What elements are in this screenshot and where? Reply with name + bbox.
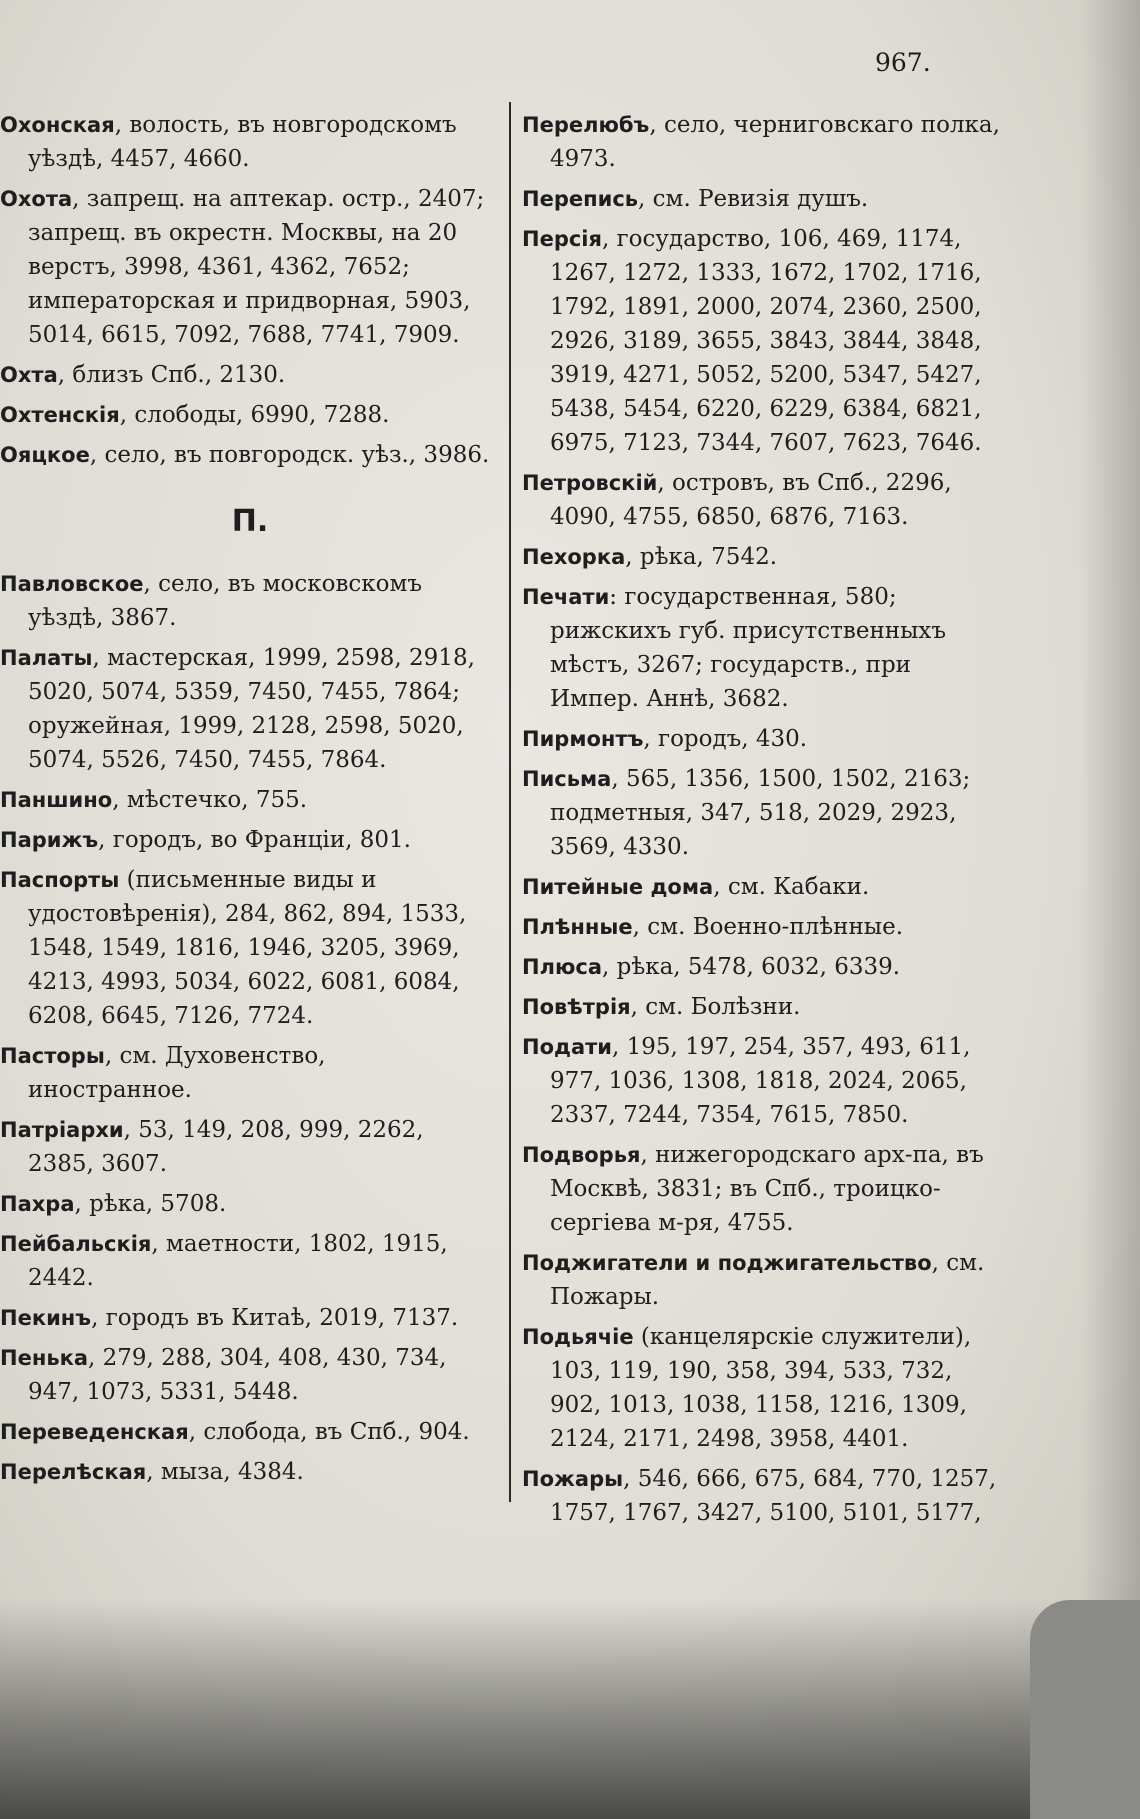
column-divider — [509, 102, 511, 1502]
entry-headword: Пехорка — [522, 545, 626, 569]
entry-text: , городъ, 430. — [643, 726, 808, 752]
entry-headword: Плѣнные — [522, 915, 633, 939]
entry-headword: Пожары — [522, 1467, 624, 1491]
index-entry — [522, 1246, 1002, 1314]
entry-headword: Пасторы — [0, 1044, 105, 1068]
entry-headword: Поджигатели и поджигательство — [522, 1251, 932, 1275]
index-entry — [522, 910, 1002, 944]
entry-headword: Пейбальскія — [0, 1232, 152, 1256]
entry-text: , 279, 288, 304, 408, 430, 734, 947, 1073, 5331, 5448. — [28, 1345, 447, 1405]
index-entry — [0, 823, 500, 857]
entry-text: , см. Болѣзни. — [630, 994, 801, 1020]
entry-text: , маетности, 1802, 1915, 2442. — [28, 1231, 448, 1291]
left-column — [0, 108, 500, 1495]
page-edge-shadow — [1080, 0, 1140, 1819]
index-entry — [0, 1187, 500, 1221]
entry-headword: Повѣтрія — [522, 995, 631, 1019]
entry-headword: Питейные дома — [522, 875, 714, 899]
entry-headword: Перепись — [522, 187, 639, 211]
entry-headword: Палаты — [0, 646, 93, 670]
index-entry — [0, 358, 500, 392]
index-entry — [522, 580, 1002, 716]
entry-text: , мѣстечко, 755. — [112, 787, 308, 813]
entry-headword: Плюса — [522, 955, 602, 979]
entry-text: , рѣка, 5708. — [74, 1191, 227, 1217]
entry-headword: Подати — [522, 1035, 613, 1059]
entry-headword: Ояцкое — [0, 443, 90, 467]
entry-headword: Охтенскія — [0, 403, 120, 427]
index-entry — [522, 1462, 1002, 1530]
section-heading: П. — [231, 504, 269, 539]
index-entry — [522, 540, 1002, 574]
entry-headword: Паншино — [0, 788, 113, 812]
entry-text: , см. Пожары. — [550, 1250, 985, 1310]
index-entry — [522, 1320, 1002, 1456]
entry-text: , село, въ повгородск. уѣз., 3986. — [89, 442, 490, 468]
entry-text: , мастерская, 1999, 2598, 2918, 5020, 5074, 5359, 7450, 7455, 7864; оружейная, 1999, 2128, 2598, 5020, 5074, 5526, 7450, 7455, 7864. — [28, 645, 475, 773]
entry-text: , нижегородскаго арх-па, въ Москвѣ, 3831; въ Спб., троицко-сергіева м-ря, 4755. — [550, 1142, 984, 1236]
entry-text: , городъ, во Франціи, 801. — [98, 827, 411, 853]
entry-text: (канцелярскіе служители), 103, 119, 190, 358, 394, 533, 732, 902, 1013, 1038, 1158, 1216, 1309, 2124, 2171, 2498, 3958, 4401. — [550, 1324, 972, 1452]
entry-headword: Переведенская — [0, 1420, 189, 1444]
entry-headword: Подьячіе — [522, 1325, 634, 1349]
entry-text: , см. Кабаки. — [713, 874, 870, 900]
entry-text: , островъ, въ Спб., 2296, 4090, 4755, 6850, 6876, 7163. — [550, 470, 952, 530]
index-entry — [0, 1113, 500, 1181]
entry-text: , городъ въ Китаѣ, 2019, 7137. — [91, 1305, 459, 1331]
entry-text: , рѣка, 7542. — [625, 544, 778, 570]
index-entry — [522, 1138, 1002, 1240]
index-entry — [522, 182, 1002, 216]
index-entry — [0, 1455, 500, 1489]
entry-headword: Охота — [0, 187, 73, 211]
entry-text: , запрещ. на аптекар. остр., 2407; запрещ. въ окрестн. Москвы, на 20 верстъ, 3998, 4361, 4362, 7652; императорская и придворная, 5903, 5014, 6615, 7092, 7688, 7741, 7909. — [28, 186, 485, 348]
entry-headword: Парижъ — [0, 828, 99, 852]
index-entry — [0, 1415, 500, 1449]
entry-headword: Пирмонтъ — [522, 727, 644, 751]
entry-text: , волость, въ новгородскомъ уѣздѣ, 4457, 4660. — [28, 112, 457, 172]
entry-text: , слободы, 6990, 7288. — [119, 402, 390, 428]
index-entry — [522, 1030, 1002, 1132]
scan-bottom-shadow — [0, 1599, 1140, 1819]
entry-text: , см. Духовенство, иностранное. — [28, 1043, 326, 1103]
index-entry — [522, 762, 1002, 864]
entry-headword: Письма — [522, 767, 612, 791]
entry-headword: Паспорты — [0, 868, 120, 892]
entry-headword: Охонская — [0, 113, 115, 137]
index-entry — [522, 466, 1002, 534]
entry-headword: Перелѣская — [0, 1460, 147, 1484]
entry-text: , 565, 1356, 1500, 1502, 2163; подметныя, 347, 518, 2029, 2923, 3569, 4330. — [550, 766, 971, 860]
entry-text: , государство, 106, 469, 1174, 1267, 1272, 1333, 1672, 1702, 1716, 1792, 1891, 2000, 2074, 2360, 2500, 2926, 3189, 3655, 3843, 3844, 3848, 3919, 4271, 5052, 5200, 5347, 5427, 5438, 5454, 6220, 6229, 6384, 6821, 6975, 7123, 7344, 7607, 7623, 7646. — [550, 226, 982, 456]
entry-headword: Перелюбъ — [522, 113, 650, 137]
index-entry — [522, 222, 1002, 460]
entry-text: , см. Ревизія душъ. — [638, 186, 869, 212]
entry-headword: Пенька — [0, 1346, 89, 1370]
index-entry — [0, 567, 500, 635]
scanner-edge — [1030, 1600, 1140, 1819]
index-entry — [522, 950, 1002, 984]
entry-text: , село, черниговскаго полка, 4973. — [550, 112, 1000, 172]
index-entry — [0, 398, 500, 432]
index-entry — [522, 722, 1002, 756]
entry-text: , слобода, въ Спб., 904. — [188, 1419, 470, 1445]
entry-text: , 53, 149, 208, 999, 2262, 2385, 3607. — [28, 1117, 424, 1177]
index-entry — [0, 783, 500, 817]
page-number: 967. — [875, 48, 931, 77]
entry-text: : государственная, 580; рижскихъ губ. присутственныхъ мѣстъ, 3267; государств., при Импер. Аннѣ, 3682. — [550, 584, 947, 712]
entry-text: (письменные виды и удостовѣренія), 284, 862, 894, 1533, 1548, 1549, 1816, 1946, 3205, 3969, 4213, 4993, 5034, 6022, 6081, 6084, 6208, 6645, 7126, 7724. — [28, 867, 467, 1029]
entry-text: , рѣка, 5478, 6032, 6339. — [602, 954, 901, 980]
entry-headword: Павловское — [0, 572, 144, 596]
index-entry — [0, 641, 500, 777]
entry-headword: Печати — [522, 585, 610, 609]
entry-headword: Персія — [522, 227, 602, 251]
right-column — [522, 108, 1002, 1536]
entry-text: , 546, 666, 675, 684, 770, 1257, 1757, 1767, 3427, 5100, 5101, 5177, — [550, 1466, 997, 1526]
index-entry — [522, 990, 1002, 1024]
entry-text: , 195, 197, 254, 357, 493, 611, 977, 1036, 1308, 1818, 2024, 2065, 2337, 7244, 7354, 7615, 7850. — [550, 1034, 971, 1128]
entry-text: , мыза, 4384. — [146, 1459, 304, 1485]
index-entry — [522, 870, 1002, 904]
index-entry — [0, 1039, 500, 1107]
index-entry — [0, 108, 500, 176]
entry-headword: Охта — [0, 363, 58, 387]
entry-headword: Петровскій — [522, 471, 658, 495]
entry-text: , см. Военно-плѣнные. — [632, 914, 904, 940]
index-entry — [0, 1301, 500, 1335]
index-entry — [0, 1227, 500, 1295]
entry-headword: Подворья — [522, 1143, 641, 1167]
entry-headword: Пахра — [0, 1192, 75, 1216]
entry-text: , село, въ московскомъ уѣздѣ, 3867. — [28, 571, 423, 631]
entry-headword: Патріархи — [0, 1118, 124, 1142]
entry-headword: Пекинъ — [0, 1306, 92, 1330]
index-entry — [0, 438, 500, 472]
index-entry — [522, 108, 1002, 176]
entry-text: , близъ Спб., 2130. — [57, 362, 286, 388]
index-entry — [0, 863, 500, 1033]
index-entry — [0, 182, 500, 352]
index-entry — [0, 1341, 500, 1409]
